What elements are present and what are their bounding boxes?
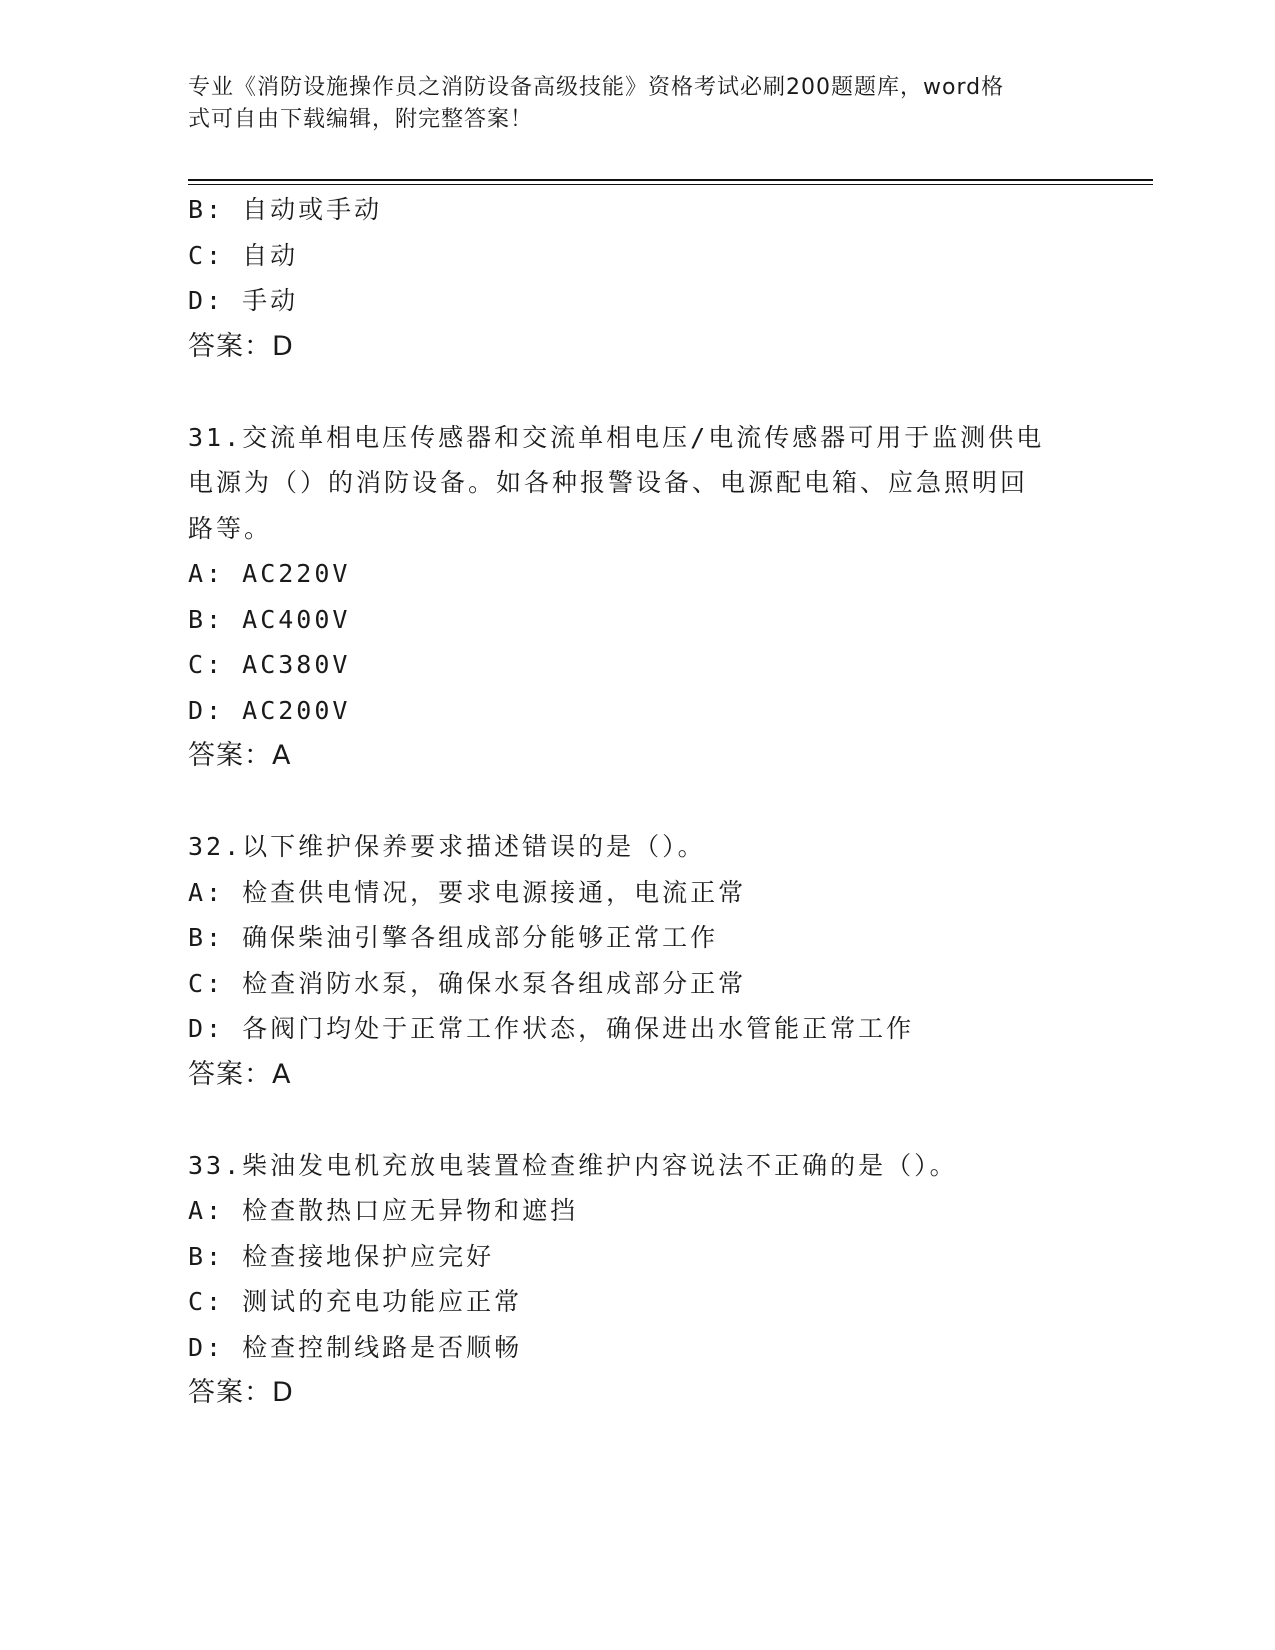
header-line-1: 专业《消防设施操作员之消防设备高级技能》资格考试必刷200题题库，word格 xyxy=(188,75,1005,100)
question-32 xyxy=(188,824,1068,1097)
option-d: D: AC200V xyxy=(188,695,351,725)
option-a: A: 检查散热口应无异物和遮挡 xyxy=(188,1196,579,1225)
option-c: C: 检查消防水泵，确保水泵各组成部分正常 xyxy=(188,968,747,998)
option-c: C: 测试的充电功能应正常 xyxy=(188,1287,523,1316)
option-b: B: AC400V xyxy=(188,604,351,634)
option-a: A: 检查供电情况，要求电源接通，电流正常 xyxy=(188,877,747,907)
option-d: D: 检查控制线路是否顺畅 xyxy=(188,1332,523,1362)
question-33 xyxy=(188,1143,1068,1416)
answer: 答案：A xyxy=(188,1058,292,1090)
question-text-line: 路等。 xyxy=(188,513,273,543)
header-divider-thin xyxy=(188,184,1153,185)
carryover-question xyxy=(188,187,1068,369)
option-d: D: 各阀门均处于正常工作状态，确保进出水管能正常工作 xyxy=(188,1014,915,1043)
question-text-line: 31.交流单相电压传感器和交流单相电压/电流传感器可用于监测供电 xyxy=(188,422,1045,452)
option-c: C: AC380V xyxy=(188,650,351,679)
option-c: C: 自动 xyxy=(188,240,299,270)
spacer xyxy=(188,779,1068,825)
question-31 xyxy=(188,415,1068,779)
header-line-2: 式可自由下载编辑，附完整答案！ xyxy=(188,107,534,132)
answer: 答案：A xyxy=(188,740,292,771)
question-text-line: 电源为（）的消防设备。如各种报警设备、电源配电箱、应急照明回 xyxy=(188,468,1029,497)
answer: 答案：D xyxy=(188,1377,294,1408)
header-divider-thick xyxy=(188,179,1153,181)
option-b: B: 自动或手动 xyxy=(188,195,383,224)
option-b: B: 检查接地保护应完好 xyxy=(188,1241,495,1271)
question-content xyxy=(188,187,1068,1416)
answer: 答案：D xyxy=(188,330,294,362)
spacer xyxy=(188,369,1068,415)
option-b: B: 确保柴油引擎各组成部分能够正常工作 xyxy=(188,923,719,952)
document-header xyxy=(188,72,1088,136)
question-text-line: 33.柴油发电机充放电装置检查维护内容说法不正确的是（）。 xyxy=(188,1150,958,1180)
option-d: D: 手动 xyxy=(188,286,299,315)
question-text-line: 32.以下维护保养要求描述错误的是（）。 xyxy=(188,832,706,861)
option-a: A: AC220V xyxy=(188,559,351,588)
spacer xyxy=(188,1097,1068,1143)
